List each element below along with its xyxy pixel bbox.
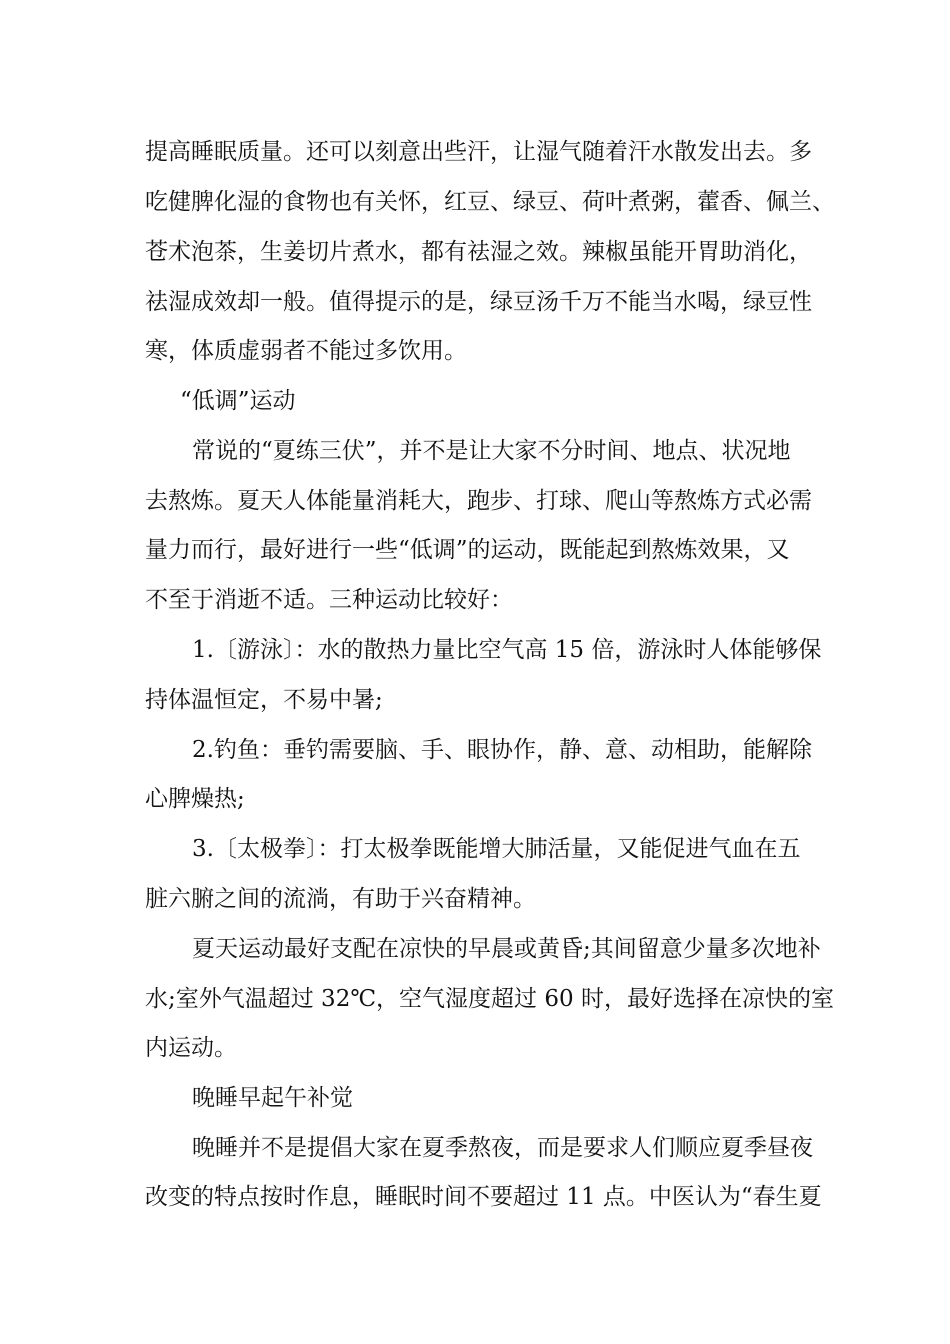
list-item-line: 3.〔太极拳〕：打太极拳既能增大肺活量，又能促进气血在五	[192, 836, 801, 862]
list-item-line: 2.钓鱼：垂钓需要脑、手、眼协作，静、意、动相助，能解除	[192, 737, 812, 763]
text-line: 提高睡眠质量。还可以刻意出些汗，让湿气随着汗水散发出去。多	[145, 139, 812, 165]
text-line: 祛湿成效却一般。值得提示的是，绿豆汤千万不能当水喝，绿豆性	[145, 289, 812, 315]
text-line: 内运动。	[145, 1035, 237, 1061]
text-line: 去熬炼。夏天人体能量消耗大，跑步、打球、爬山等熬炼方式必需	[145, 488, 812, 514]
text-line: 持体温恒定，不易中暑;	[145, 687, 383, 713]
text-line: 心脾燥热;	[145, 786, 245, 812]
text-line: 脏六腑之间的流淌，有助于兴奋精神。	[145, 886, 536, 912]
text-line: 晚睡并不是提倡大家在夏季熬夜，而是要求人们顺应夏季昼夜	[192, 1135, 813, 1161]
text-line: 水;室外气温超过 32℃，空气湿度超过 60 时，最好选择在凉快的室	[145, 986, 834, 1012]
text-line: 寒，体质虚弱者不能过多饮用。	[145, 338, 467, 364]
text-line: 不至于消逝不适。三种运动比较好：	[145, 587, 513, 613]
text-line: 常说的“夏练三伏”，并不是让大家不分时间、地点、状况地	[192, 438, 791, 464]
text-line: 改变的特点按时作息，睡眠时间不要超过 11 点。中医认为“春生夏	[145, 1184, 822, 1210]
text-line: 苍术泡茶，生姜切片煮水，都有祛湿之效。辣椒虽能开胃助消化，	[145, 239, 812, 265]
list-item-line: 1.〔游泳〕：水的散热力量比空气高 15 倍，游泳时人体能够保	[192, 637, 822, 663]
section-heading: 晚睡早起午补觉	[192, 1085, 353, 1111]
section-heading: “低调”运动	[180, 388, 296, 414]
text-line: 量力而行，最好进行一些“低调”的运动，既能起到熬炼效果，又	[145, 537, 790, 563]
text-line: 夏天运动最好支配在凉快的早晨或黄昏;其间留意少量多次地补	[192, 936, 821, 962]
text-line: 吃健脾化湿的食物也有关怀，红豆、绿豆、荷叶煮粥，藿香、佩兰、	[145, 189, 835, 215]
